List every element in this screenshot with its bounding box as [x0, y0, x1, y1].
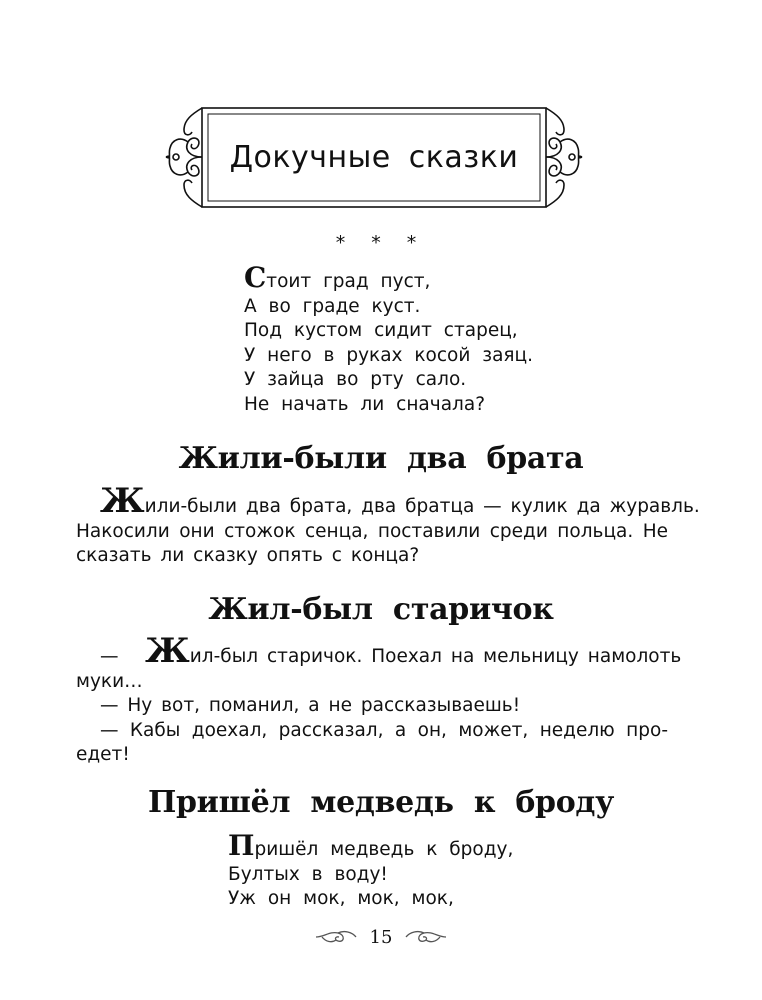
poem-line: [228, 829, 514, 863]
tale4-poem: [228, 829, 514, 912]
drop-cap: С: [244, 261, 267, 294]
poem-line: А во граде куст.: [244, 295, 421, 317]
text-line-content: ил-был старичок. Поехал на мельницу намолоть: [189, 646, 682, 667]
text-line: Накосили они стожок сенца, поставили среди польца. Не: [76, 520, 668, 542]
text-line: — Кабы доехал, рассказал, а он, может, неделю про-: [100, 719, 668, 741]
section-title-frame: [162, 100, 586, 215]
text-line: муки…: [76, 670, 143, 692]
poem-line: Не начать ли сначала?: [244, 393, 486, 415]
text-line: едет!: [76, 744, 130, 765]
page-number: 15: [369, 926, 393, 948]
tale3-title: Жил-был старичок: [208, 592, 554, 627]
tale4-title: Пришёл медведь к броду: [147, 785, 615, 820]
poem-line: Уж он мок, мок, мок,: [228, 888, 454, 909]
tale1-poem: [244, 261, 534, 417]
poem-line: У него в руках косой заяц.: [244, 344, 534, 366]
dash: —: [100, 646, 119, 667]
tale2-title: Жили-были два брата: [178, 441, 584, 476]
swirl-ornament-icon: [404, 928, 448, 946]
text-line: сказать ли сказку опять с конца?: [76, 545, 420, 566]
text-line: [76, 481, 700, 521]
poem-line: [244, 261, 533, 295]
tale2-text: [76, 481, 700, 569]
poem-line: У зайца во рту сало.: [244, 369, 467, 390]
poem-line-text: тоит град пуст,: [266, 271, 431, 292]
poem-line: Бултых в воду!: [228, 863, 388, 885]
tale3-text: [76, 631, 682, 768]
poem-line: Под кустом сидит старец,: [244, 320, 518, 341]
drop-cap: Ж: [145, 631, 190, 671]
drop-cap: Ж: [100, 481, 145, 521]
stars-separator: * * *: [335, 232, 427, 254]
swirl-ornament-icon: [314, 928, 358, 946]
page-footer: [0, 922, 762, 952]
text-line: [76, 631, 682, 671]
drop-cap: П: [228, 829, 255, 862]
text-line: — Ну вот, поманил, а не рассказываешь!: [100, 695, 521, 716]
section-title: Докучные сказки: [229, 140, 519, 175]
poem-line-text: ришёл медведь к броду,: [254, 839, 514, 860]
text-line-content: или-были два брата, два братца — кулик да журавль.: [144, 496, 700, 517]
